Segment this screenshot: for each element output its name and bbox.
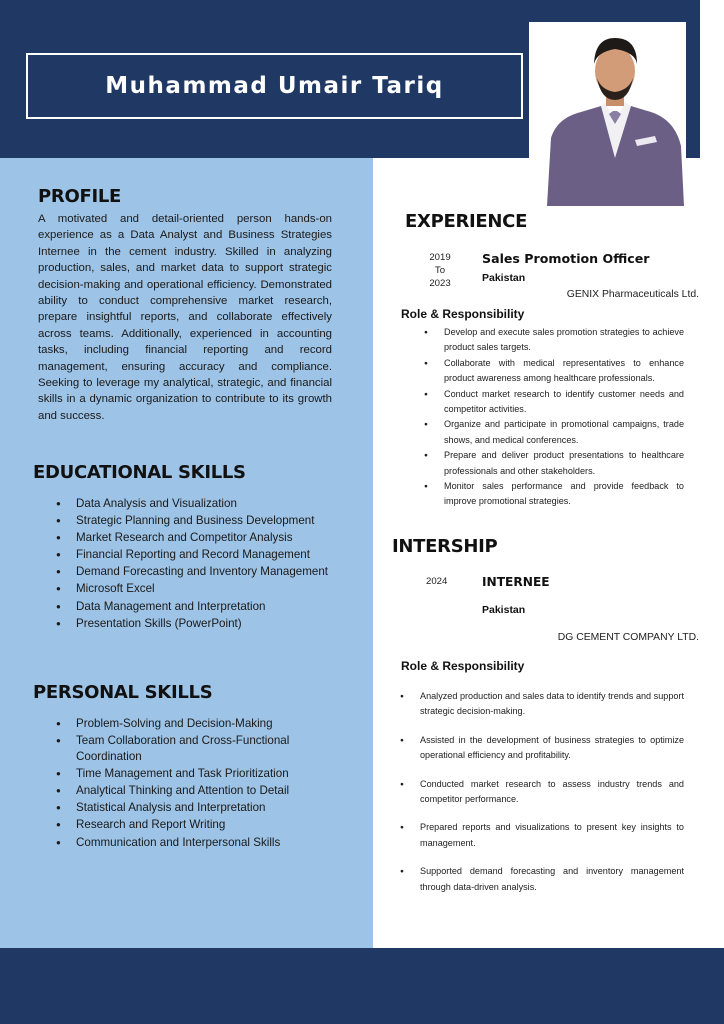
list-item: ● Statistical Analysis and Interpretation	[56, 800, 346, 816]
list-item: ● Conducted market research to assess industry trends and competitor performance.	[398, 777, 684, 808]
list-item: ● Conduct market research to identify customer needs and competitor activities.	[422, 387, 684, 418]
list-item: ● Prepare and deliver product presentations to healthcare professionals and other stakeholders.	[422, 448, 684, 479]
internship-job-title: INTERNEE	[482, 575, 550, 589]
internship-company: DG CEMENT COMPANY LTD.	[557, 632, 699, 643]
list-item: ● Research and Report Writing	[56, 817, 346, 833]
internship-role-heading: Role & Responsibility	[401, 659, 525, 673]
profile-heading: PROFILE	[38, 186, 122, 207]
profile-photo	[547, 26, 684, 206]
list-item: ● Organize and participate in promotional campaigns, trade shows, and medical conferences.	[422, 417, 684, 448]
list-item: ● Microsoft Excel	[56, 581, 346, 597]
list-item: ● Demand Forecasting and Inventory Management	[56, 564, 346, 580]
name-box	[26, 53, 523, 119]
list-item: ● Analytical Thinking and Attention to Detail	[56, 783, 346, 799]
list-item: ● Team Collaboration and Cross-Functional Coordination	[56, 733, 346, 765]
list-item: ● Prepared reports and visualizations to present key insights to management.	[398, 820, 684, 851]
list-item: ● Analyzed production and sales data to identify trends and support strategic decision-making.	[398, 689, 684, 720]
list-item: ● Data Management and Interpretation	[56, 599, 346, 615]
list-item: ● Develop and execute sales promotion strategies to achieve product sales targets.	[422, 325, 684, 356]
internship-heading: INTERSHIP	[392, 536, 498, 557]
experience-end-year: 2023	[429, 278, 451, 289]
list-item: ● Assisted in the development of business strategies to optimize operational efficiency and profitability.	[398, 733, 684, 764]
experience-heading: EXPERIENCE	[405, 211, 528, 232]
list-item: ● Financial Reporting and Record Management	[56, 547, 346, 563]
list-item: ● Strategic Planning and Business Development	[56, 513, 346, 529]
list-item: ● Time Management and Task Prioritization	[56, 766, 346, 782]
internship-year: 2024	[426, 576, 448, 587]
list-item: ● Monitor sales performance and provide feedback to improve promotional strategies.	[422, 479, 684, 510]
list-item: ● Market Research and Competitor Analysis	[56, 530, 346, 546]
footer-band	[0, 948, 724, 1024]
list-item: ● Problem-Solving and Decision-Making	[56, 716, 346, 732]
experience-company: GENIX Pharmaceuticals Ltd.	[566, 289, 699, 300]
list-item: ● Supported demand forecasting and inventory management through data-driven analysis.	[398, 864, 684, 895]
list-item: ● Presentation Skills (PowerPoint)	[56, 616, 346, 632]
profile-text: A motivated and detail-oriented person hands-on experience as a Data Analyst and Business Strategies Internee in the cement industry. Skilled in analyzing production, sales, and market data to support strategic decision-making and operational efficiency. Demonstrated ability to conduct comprehensive market research, prepare insightful reports, and collaborate effectively across teams. Additionally, experienced in accounting tasks, including financial reporting and record management, ensuring accuracy and compliance. Seeking to leverage my analytical, strategic, and financial skills in a dynamic organization to contribute to its growth and success.	[38, 213, 332, 422]
educational-skills-list	[56, 496, 346, 633]
candidate-name: Muhammad Umair Tariq	[105, 73, 444, 99]
list-item: ● Collaborate with medical representatives to enhance product awareness among healthcare professionals.	[422, 356, 684, 387]
internship-location: Pakistan	[482, 604, 526, 616]
experience-dates	[424, 251, 456, 290]
personal-skills-heading: PERSONAL SKILLS	[33, 682, 213, 703]
internship-duties-list	[398, 689, 684, 895]
experience-start-year: 2019	[429, 252, 451, 263]
list-item: ● Communication and Interpersonal Skills	[56, 835, 346, 851]
experience-to: To	[434, 265, 446, 276]
experience-location: Pakistan	[482, 272, 526, 284]
educational-skills-heading: EDUCATIONAL SKILLS	[33, 462, 246, 483]
personal-skills-list	[56, 716, 346, 852]
experience-job-title: Sales Promotion Officer	[482, 251, 650, 266]
experience-role-heading: Role & Responsibility	[401, 307, 525, 321]
list-item: ● Data Analysis and Visualization	[56, 496, 346, 512]
experience-duties-list	[422, 325, 684, 510]
